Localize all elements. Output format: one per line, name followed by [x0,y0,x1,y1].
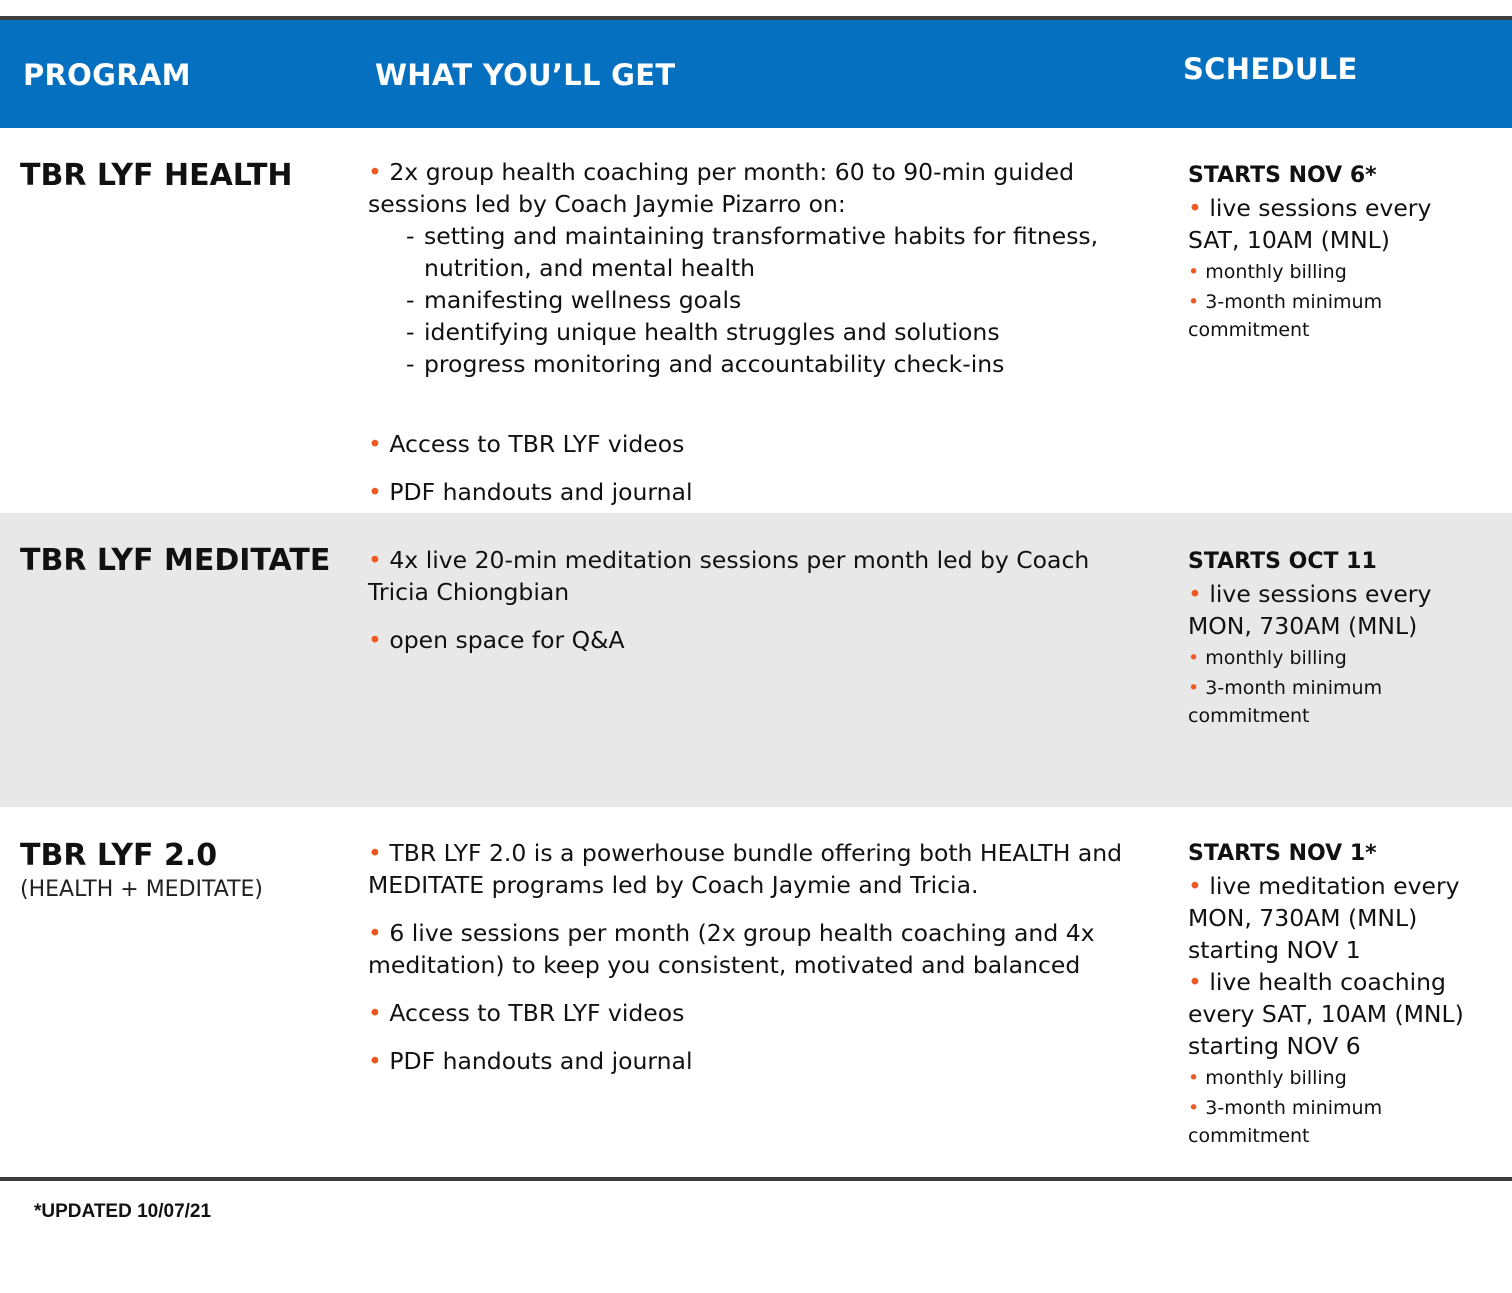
schedule-start: STARTS NOV 6* [1188,163,1377,188]
program-row-bundle [0,807,1512,1177]
schedule-note: • monthly billing [1188,261,1347,283]
program-row-health [0,128,1512,513]
program-benefits [368,156,1128,524]
schedule-note: • 3-month minimum commitment [1188,291,1383,341]
benefit-item: • 4x live 20-min meditation sessions per month led by Coach Tricia Chiongbian [368,546,1090,606]
benefit-subitem: - progress monitoring and accountability check-ins [406,350,1005,378]
table-header [0,20,1512,128]
benefit-subitem: - identifying unique health struggles and solutions [406,318,1000,346]
header-schedule: SCHEDULE [1183,52,1358,86]
benefit-item: • PDF handouts and journal [368,1047,693,1075]
schedule-item: • live sessions every SAT, 10AM (MNL) [1188,194,1432,254]
program-name: TBR LYF MEDITATE [20,543,331,578]
program-schedule [1188,160,1488,344]
header-program: PROGRAM [23,58,191,92]
schedule-note: • 3-month minimum commitment [1188,677,1383,727]
schedule-note: • monthly billing [1188,647,1347,669]
benefit-item: • 6 live sessions per month (2x group health coaching and 4x meditation) to keep you consistent, motivated and balanced [368,919,1095,979]
program-benefits [368,544,1128,672]
bullet-dot: • [368,158,382,186]
benefit-item: • 2x group health coaching per month: 60 to 90-min guided sessions led by Coach Jaymie Pizarro on: [368,158,1074,218]
program-benefits [368,837,1128,1093]
schedule-start: STARTS OCT 11 [1188,549,1377,574]
benefit-item: • open space for Q&A [368,626,625,654]
benefit-item: • TBR LYF 2.0 is a powerhouse bundle offering both HEALTH and MEDITATE programs led by Coach Jaymie and Tricia. [368,839,1123,899]
schedule-item: • live sessions every MON, 730AM (MNL) [1188,580,1432,640]
schedule-start: STARTS NOV 1* [1188,841,1377,866]
benefit-subitem: - manifesting wellness goals [406,286,742,314]
benefit-item: • Access to TBR LYF videos [368,430,685,458]
program-subtitle: (HEALTH + MEDITATE) [20,877,264,902]
updated-note: *UPDATED 10/07/21 [34,1201,212,1222]
program-schedule [1188,838,1488,1150]
program-row-meditate [0,513,1512,807]
program-name: TBR LYF HEALTH [20,158,293,193]
schedule-note: • monthly billing [1188,1067,1347,1089]
header-what-you-get: WHAT YOU’LL GET [375,58,676,92]
program-name: TBR LYF 2.0 [20,838,218,873]
benefit-item: • PDF handouts and journal [368,478,693,506]
schedule-item: • live meditation every MON, 730AM (MNL) starting NOV 1 [1188,872,1460,964]
benefit-subitem: - setting and maintaining transformative habits for fitness, nutrition, and mental health [406,222,1099,282]
bullet-dot: • [368,430,382,458]
bottom-rule [0,1177,1512,1181]
benefit-item: • Access to TBR LYF videos [368,999,685,1027]
schedule-item: • live health coaching every SAT, 10AM (MNL) starting NOV 6 [1188,968,1464,1060]
bullet-dot: • [368,478,382,506]
schedule-note: • 3-month minimum commitment [1188,1097,1383,1147]
program-schedule [1188,546,1488,730]
